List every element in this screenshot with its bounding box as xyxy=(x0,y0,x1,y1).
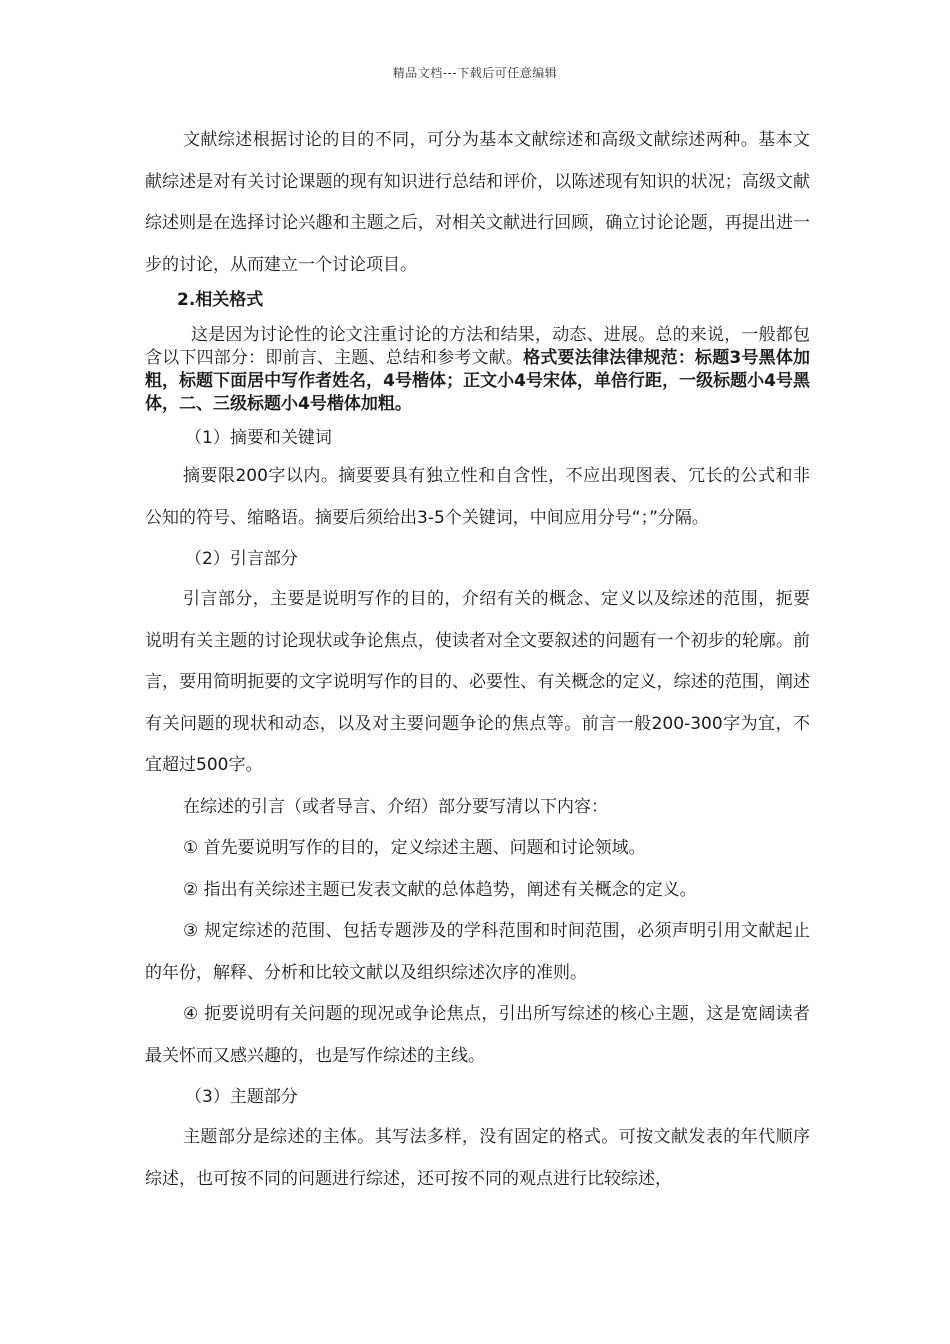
list-item-2: ② 指出有关综述主题已发表文献的总体趋势，阐述有关概念的定义。 xyxy=(183,879,697,900)
paragraph-abstract: 摘要限200字以内。摘要要具有独立性和自含性，不应出现图表、冗长的公式和非公知的符号、缩略语。摘要后须给出3-5个关键词，中间应用分号“；”分隔。 xyxy=(145,466,810,528)
section-heading-format: 2.相关格式 xyxy=(177,290,264,310)
subsection-heading-main: （3）主题部分 xyxy=(185,1087,298,1107)
paragraph-intro-contents: 在综述的引言（或者导言、介绍）部分要写清以下内容： xyxy=(183,796,608,817)
subsection-heading-abstract: （1）摘要和关键词 xyxy=(185,428,332,448)
list-item-4: ④ 扼要说明有关问题的现况或争论焦点，引出所写综述的核心主题，这是宽阔读者最关怀而又感兴趣的，也是写作综述的主线。 xyxy=(145,1004,810,1066)
subsection-heading-introduction: （2）引言部分 xyxy=(185,549,298,569)
paragraph-main: 主题部分是综述的主体。其写法多样，没有固定的格式。可按文献发表的年代顺序综述，也可按不同的问题进行综述，还可按不同的观点进行比较综述， xyxy=(145,1127,810,1189)
list-item-1: ① 首先要说明写作的目的，定义综述主题、问题和讨论领域。 xyxy=(183,838,646,858)
page-header: 精品文档---下载后可任意编辑 xyxy=(392,66,558,80)
paragraph-format-normal: 这是因为讨论性的论文注重讨论的方法和结果，动态、进展。总的来说，一般都包含以下四部分：即前言、主题、总结和参考文献。 xyxy=(145,325,810,368)
paragraph-intro: 文献综述根据讨论的目的不同，可分为基本文献综述和高级文献综述两种。基本文献综述是对有关讨论课题的现有知识进行总结和评价，以陈述现有知识的状况；高级文献综述则是在选择讨论兴趣和主题之后，对相关文献进行回顾，确立讨论论题，再提出进一步的讨论，从而建立一个讨论项目。 xyxy=(145,130,810,275)
list-item-3: ③ 规定综述的范围、包括专题涉及的学科范围和时间范围，必须声明引用文献起止的年份，解释、分析和比较文献以及组织综述次序的准则。 xyxy=(145,921,810,983)
document-body xyxy=(145,120,810,1200)
paragraph-introduction: 引言部分，主要是说明写作的目的，介绍有关的概念、定义以及综述的范围，扼要说明有关主题的讨论现状或争论焦点，使读者对全文要叙述的问题有一个初步的轮廓。前言，要用简明扼要的文字说明写作的目的、必要性、有关概念的定义，综述的范围，阐述有关问题的现状和动态，以及对主要问题争论的焦点等。前言一般200-300字为宜，不宜超过500字。 xyxy=(145,589,810,775)
paragraph-format xyxy=(145,324,810,416)
paragraph-format-bold: 格式要法律法律规范：标题3号黑体加粗，标题下面居中写作者姓名，4号楷体；正文小4号宋体，单倍行距，一级标题小4号黑体，二、三级标题小4号楷体加粗。 xyxy=(145,348,811,414)
